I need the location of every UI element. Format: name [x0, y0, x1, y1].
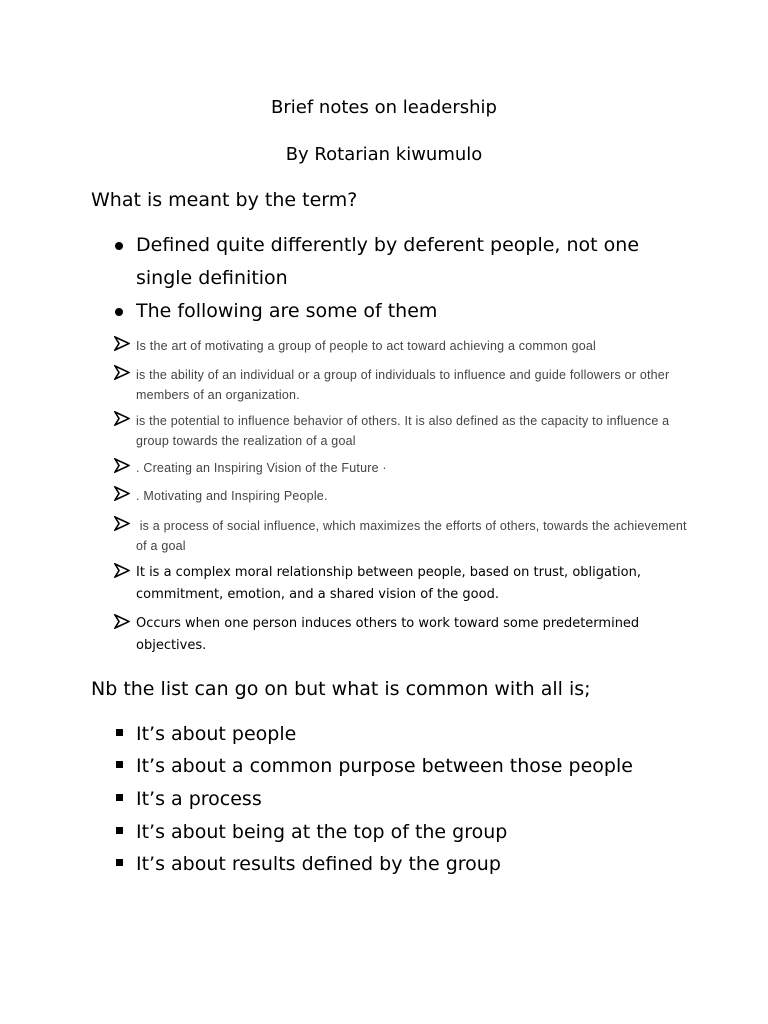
- common-point-text: It’s about being at the top of the group: [136, 821, 508, 843]
- arrow-bullet-icon: [114, 516, 130, 531]
- definition-text: Is the art of motivating a group of people to act toward achieving a common goal: [136, 339, 597, 353]
- square-bullet-icon: [116, 827, 123, 834]
- square-bullet-icon: [116, 859, 123, 866]
- square-bullet-icon: [116, 729, 123, 736]
- common-point-text: It’s about a common purpose between those people: [136, 755, 633, 777]
- bullet-text: Defined quite differently by deferent people, not one single definition: [136, 234, 640, 289]
- bullet-icon: [115, 308, 123, 316]
- arrow-bullet-icon: [114, 458, 130, 473]
- square-bullet-icon: [116, 761, 123, 768]
- definition-text: is the ability of an individual or a group of individuals to influence and guide followers or other members of an organization.: [136, 368, 670, 402]
- section-question: What is meant by the term?: [91, 189, 358, 211]
- arrow-bullet-icon: [114, 336, 130, 351]
- common-point-text: It’s a process: [136, 788, 262, 810]
- summary-intro: Nb the list can go on but what is common with all is;: [91, 678, 591, 700]
- definition-text: is the potential to influence behavior of others. It is also defined as the capacity to influence a group towards the realization of a goal: [136, 414, 670, 448]
- definition-text: . Creating an Inspiring Vision of the Future ·: [136, 461, 387, 475]
- definition-text: . Motivating and Inspiring People.: [136, 489, 328, 503]
- definition-text: It is a complex moral relationship between people, based on trust, obligation, commitment, emotion, and a shared vision of the good.: [136, 565, 641, 602]
- square-bullet-icon: [116, 794, 123, 801]
- definition-text: Occurs when one person induces others to work toward some predetermined objectives.: [136, 616, 640, 653]
- arrow-bullet-icon: [114, 563, 130, 578]
- bullet-text: The following are some of them: [136, 300, 438, 322]
- common-point-text: It’s about people: [136, 723, 297, 745]
- arrow-bullet-icon: [114, 486, 130, 501]
- arrow-bullet-icon: [114, 614, 130, 629]
- document-title: Brief notes on leadership: [271, 97, 497, 118]
- bullet-icon: [115, 242, 123, 250]
- arrow-bullet-icon: [114, 365, 130, 380]
- common-point-text: It’s about results defined by the group: [136, 853, 501, 875]
- arrow-bullet-icon: [114, 411, 130, 426]
- definition-text: is a process of social influence, which maximizes the efforts of others, towards the achievement of a goal: [136, 519, 691, 553]
- document-byline: By Rotarian kiwumulo: [285, 144, 483, 165]
